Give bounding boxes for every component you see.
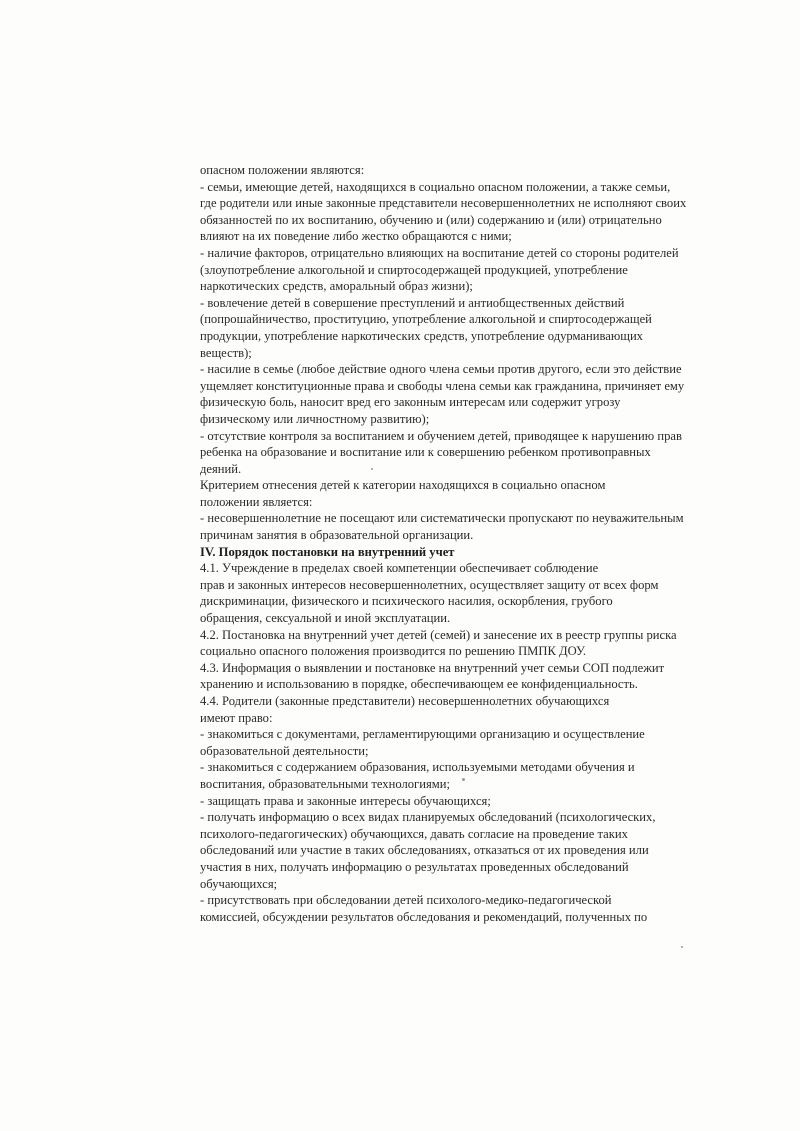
- text-line: - знакомиться с документами, регламентирующими организацию и осуществление: [200, 727, 645, 742]
- text-line: обследований или участие в таких обследованиях, отказаться от их проведения или: [200, 843, 649, 858]
- text-line: - несовершеннолетние не посещают или систематически пропускают по неуважительным: [200, 511, 684, 526]
- text-line: - наличие факторов, отрицательно влияющих на воспитание детей со стороны родителей: [200, 245, 679, 260]
- text-line: Критерием отнесения детей к категории находящихся в социально опасном: [200, 478, 606, 493]
- text-line: обязанностей по их воспитанию, обучению и (или) содержанию и (или) отрицательно: [200, 212, 662, 227]
- text-line: ущемляет конституционные права и свободы члена семьи как гражданина, причиняет ему: [200, 378, 685, 393]
- text-line: (попрошайничество, проституцию, употребление алкогольной и спиртосодержащей: [200, 312, 652, 327]
- text-line: имеют право:: [200, 710, 273, 725]
- scan-speck: [462, 778, 465, 781]
- text-line: 4.2. Постановка на внутренний учет детей (семей) и занесение их в реестр группы риска: [200, 627, 677, 642]
- text-line: обращения, сексуальной и иной эксплуатации.: [200, 611, 451, 626]
- text-line: (злоупотребление алкогольной и спиртосодержащей продукцией, употребление: [200, 262, 628, 277]
- text-line: психолого-педагогических) обучающихся, давать согласие на проведение таких: [200, 826, 628, 841]
- text-line: наркотических средств, аморальный образ жизни);: [200, 279, 473, 294]
- text-line: - семьи, имеющие детей, находящихся в социально опасном положении, а также семьи,: [200, 179, 671, 194]
- text-line: 4.3. Информация о выявлении и постановке на внутренний учет семьи СОП подлежит: [200, 660, 665, 675]
- text-line: веществ);: [200, 345, 252, 360]
- text-line: - насилие в семье (любое действие одного члена семьи против другого, если это действие: [200, 362, 682, 377]
- text-line: влияют на их поведение либо жестко обращаются с ними;: [200, 229, 512, 244]
- text-line: 4.1. Учреждение в пределах своей компетенции обеспечивает соблюдение: [200, 561, 599, 576]
- text-line: ребенка на образование и воспитание или к совершению ребенком противоправных: [200, 445, 651, 460]
- text-line: - присутствовать при обследовании детей психолого-медико-педагогической: [200, 893, 612, 908]
- text-line: воспитания, образовательными технологиями;: [200, 776, 450, 791]
- text-line: - отсутствие контроля за воспитанием и обучением детей, приводящее к нарушению прав: [200, 428, 682, 443]
- text-line: причинам занятия в образовательной организации.: [200, 528, 474, 543]
- scan-speck: [371, 468, 373, 470]
- text-line: где родители или иные законные представители несовершеннолетних не исполняют своих: [200, 196, 687, 211]
- text-line: физическому или личностному развитию);: [200, 411, 430, 426]
- text-line: 4.4. Родители (законные представители) несовершеннолетних обучающихся: [200, 694, 610, 708]
- text-line: физическую боль, наносит вред его законным интересам или содержит угрозу: [200, 395, 621, 410]
- text-line: положении является:: [200, 494, 313, 509]
- text-line: участия в них, получать информацию о результатах проведенных обследований: [200, 859, 629, 874]
- text-line: деяний.: [200, 461, 242, 476]
- text-line: обучающихся;: [200, 876, 278, 891]
- text-line: социально опасного положения производится по решению ПМПК ДОУ.: [200, 644, 587, 659]
- section-heading: IV. Порядок постановки на внутренний учет: [200, 544, 455, 559]
- scan-speck: [681, 946, 683, 948]
- text-line: хранению и использованию в порядке, обеспечивающем ее конфиденциальность.: [200, 677, 638, 692]
- document-body: [200, 162, 690, 925]
- text-line: - защищать права и законные интересы обучающихся;: [200, 793, 491, 808]
- text-line: образовательной деятельности;: [200, 743, 369, 758]
- text-line: - получать информацию о всех видах планируемых обследований (психологических,: [200, 810, 656, 825]
- text-line: - знакомиться с содержанием образования, используемыми методами обучения и: [200, 760, 635, 775]
- text-line: опасном положении являются:: [200, 163, 365, 177]
- text-line: продукции, употребление наркотических средств, употребление одурманивающих: [200, 328, 643, 343]
- text-line: прав и законных интересов несовершеннолетних, осуществляет защиту от всех форм: [200, 577, 659, 592]
- text-line: - вовлечение детей в совершение преступлений и антиобщественных действий: [200, 295, 625, 310]
- text-line: комиссией, обсуждении результатов обследования и рекомендаций, полученных по: [200, 909, 648, 924]
- text-line: дискриминации, физического и психического насилия, оскорбления, грубого: [200, 594, 613, 609]
